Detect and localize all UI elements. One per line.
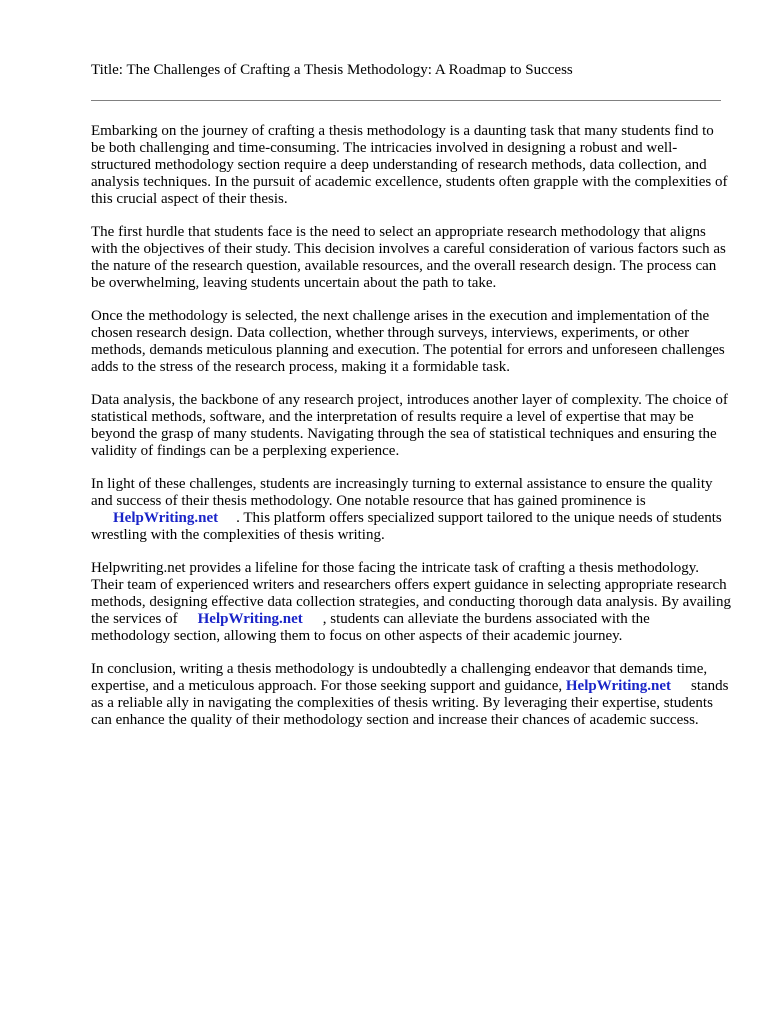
paragraph-execution: Once the methodology is selected, the next challenge arises in the execution and implementation of the chosen research design. Data collection, whether through surveys, interviews, experiments, or other methods, demands meticulous planning and execution. The potential for errors and unforeseen challenges adds to the stress of the research process, making it a formidable task. — [91, 308, 725, 375]
helpwriting-link[interactable]: HelpWriting.net — [197, 611, 303, 627]
helpwriting-link[interactable]: HelpWriting.net — [113, 510, 219, 526]
helpwriting-link[interactable]: HelpWriting.net — [565, 678, 672, 694]
paragraph-text: In light of these challenges, students are increasingly turning to external assistance to ensure the quality and success of their thesis methodology. One notable resource that has gained prominence is — [91, 476, 713, 509]
title-divider — [91, 100, 721, 101]
paragraph-text: stands as a reliable ally in navigating the complexities of thesis writing. By leveraging their expertise, students can enhance the quality of their methodology section and increase their chances of academic success. — [91, 678, 729, 728]
paragraph-text: . This platform offers specialized support tailored to the unique needs of students wrestling with the complexities of thesis writing. — [91, 510, 722, 543]
paragraph-methodology-selection: The first hurdle that students face is the need to select an appropriate research methodology that aligns with the objectives of their study. This decision involves a careful consideration of various factors such as the nature of the research question, available resources, and the overall research design. The process can be overwhelming, leaving students uncertain about the path to take. — [91, 224, 726, 291]
document-title: Title: The Challenges of Crafting a Thesis Methodology: A Roadmap to Success — [91, 62, 573, 78]
paragraph-text: Helpwriting.net provides a lifeline for those facing the intricate task of crafting a thesis methodology. Their team of experienced writers and researchers offers expert guidance in selecting appropriate research methods, designing effective data collection strategies, and conducting thorough data analysis. By availing the services of — [91, 560, 731, 627]
paragraph-text: , students can alleviate the burdens associated with the methodology section, allowing them to focus on other aspects of their academic journey. — [91, 611, 650, 644]
paragraph-external-assistance — [91, 476, 731, 544]
paragraph-helpwriting-lifeline — [91, 560, 731, 645]
paragraph-data-analysis: Data analysis, the backbone of any research project, introduces another layer of complexity. The choice of statistical methods, software, and the interpretation of results require a level of expertise that may be beyond the grasp of many students. Navigating through the sea of statistical techniques and ensuring the validity of findings can be a perplexing experience. — [91, 392, 728, 459]
paragraph-text: In conclusion, writing a thesis methodology is undoubtedly a challenging endeavor that demands time, expertise, and a meticulous approach. For those seeking support and guidance, — [91, 661, 708, 694]
document-body — [91, 123, 731, 745]
paragraph-conclusion — [91, 661, 731, 729]
paragraph-intro: Embarking on the journey of crafting a thesis methodology is a daunting task that many students find to be both challenging and time-consuming. The intricacies involved in designing a robust and well-structured methodology section require a deep understanding of research methods, data collection, and analysis techniques. In the pursuit of academic excellence, students often grapple with the complexities of this crucial aspect of their thesis. — [91, 123, 728, 207]
